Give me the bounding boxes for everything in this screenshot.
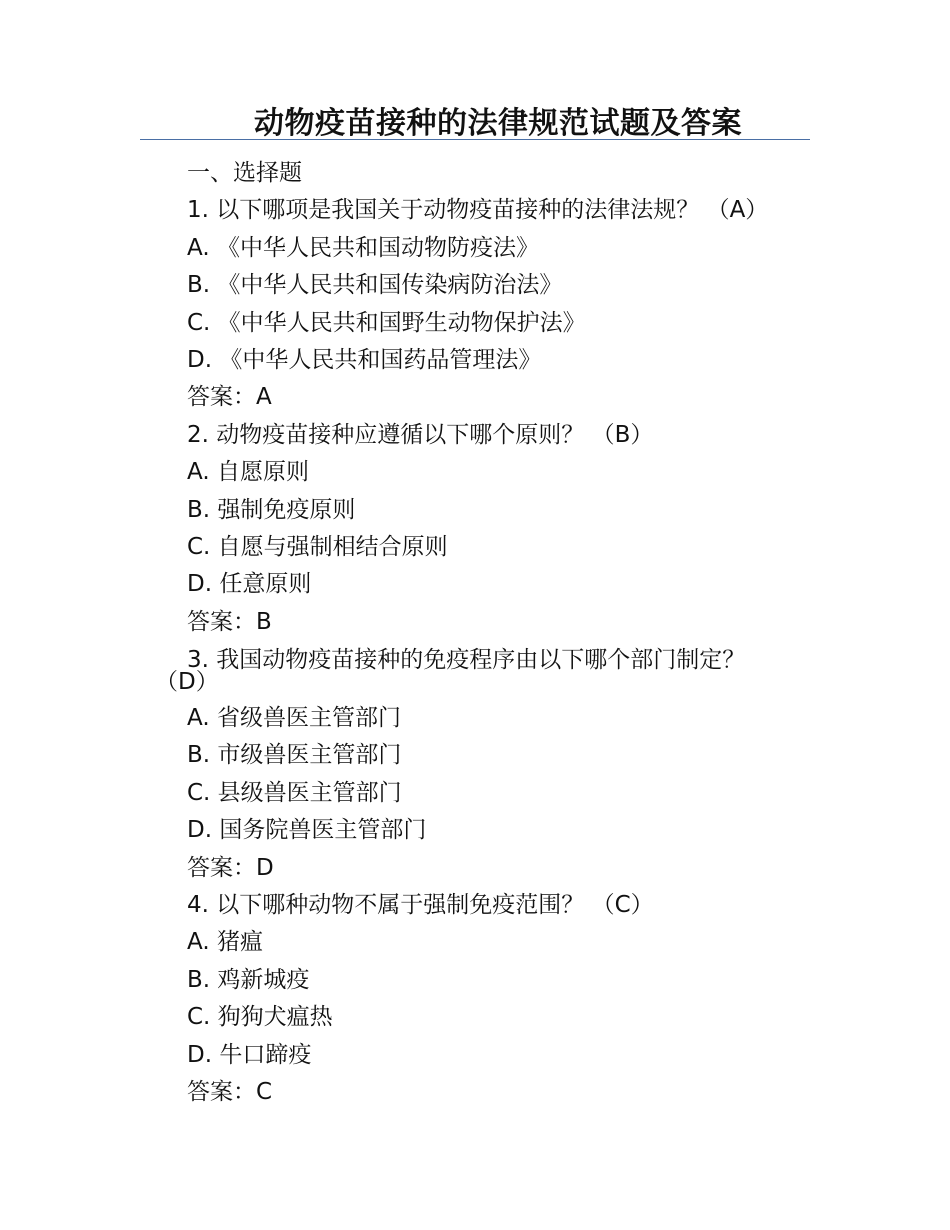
question-4-option-d: D. 牛口蹄疫 bbox=[187, 1041, 312, 1068]
question-4-stem: 4. 以下哪种动物不属于强制免疫范围？ （C） bbox=[187, 892, 654, 919]
question-2-stem: 2. 动物疫苗接种应遵循以下哪个原则？ （B） bbox=[187, 421, 654, 448]
question-3-answer: 答案：D bbox=[187, 854, 274, 881]
question-4-option-b: B. 鸡新城疫 bbox=[187, 966, 310, 993]
question-1-option-c: C. 《中华人民共和国野生动物保护法》 bbox=[187, 309, 586, 336]
question-3-option-c: C. 县级兽医主管部门 bbox=[187, 779, 402, 806]
question-3-option-a: A. 省级兽医主管部门 bbox=[187, 705, 401, 732]
question-3-option-b: B. 市级兽医主管部门 bbox=[187, 742, 402, 769]
question-1-option-b: B. 《中华人民共和国传染病防治法》 bbox=[187, 272, 563, 299]
question-2-option-b: B. 强制免疫原则 bbox=[187, 496, 356, 523]
question-3-stem bbox=[155, 647, 827, 696]
question-2-option-a: A. 自愿原则 bbox=[187, 459, 309, 486]
question-4-option-a: A. 猪瘟 bbox=[187, 929, 263, 956]
page-title: 动物疫苗接种的法律规范试题及答案 bbox=[254, 106, 742, 141]
question-3-stem-answer-key: （D） bbox=[155, 669, 219, 696]
section-heading: 一、选择题 bbox=[187, 160, 302, 186]
question-1-stem: 1. 以下哪项是我国关于动物疫苗接种的法律法规？ （A） bbox=[187, 197, 769, 224]
title-divider bbox=[140, 139, 810, 140]
question-1-option-a: A. 《中华人民共和国动物防疫法》 bbox=[187, 234, 539, 261]
question-1-answer: 答案：A bbox=[187, 384, 272, 411]
question-3-stem-text: 3. 我国动物疫苗接种的免疫程序由以下哪个部门制定？ bbox=[187, 647, 746, 674]
document-body bbox=[155, 155, 827, 1111]
question-1-option-d: D. 《中华人民共和国药品管理法》 bbox=[187, 346, 542, 373]
question-2-option-c: C. 自愿与强制相结合原则 bbox=[187, 533, 448, 560]
question-3-option-d: D. 国务院兽医主管部门 bbox=[187, 817, 427, 844]
question-2-option-d: D. 任意原则 bbox=[187, 571, 312, 598]
question-4-option-c: C. 狗狗犬瘟热 bbox=[187, 1004, 333, 1031]
question-4-answer: 答案：C bbox=[187, 1078, 273, 1105]
question-2-answer: 答案：B bbox=[187, 608, 272, 635]
